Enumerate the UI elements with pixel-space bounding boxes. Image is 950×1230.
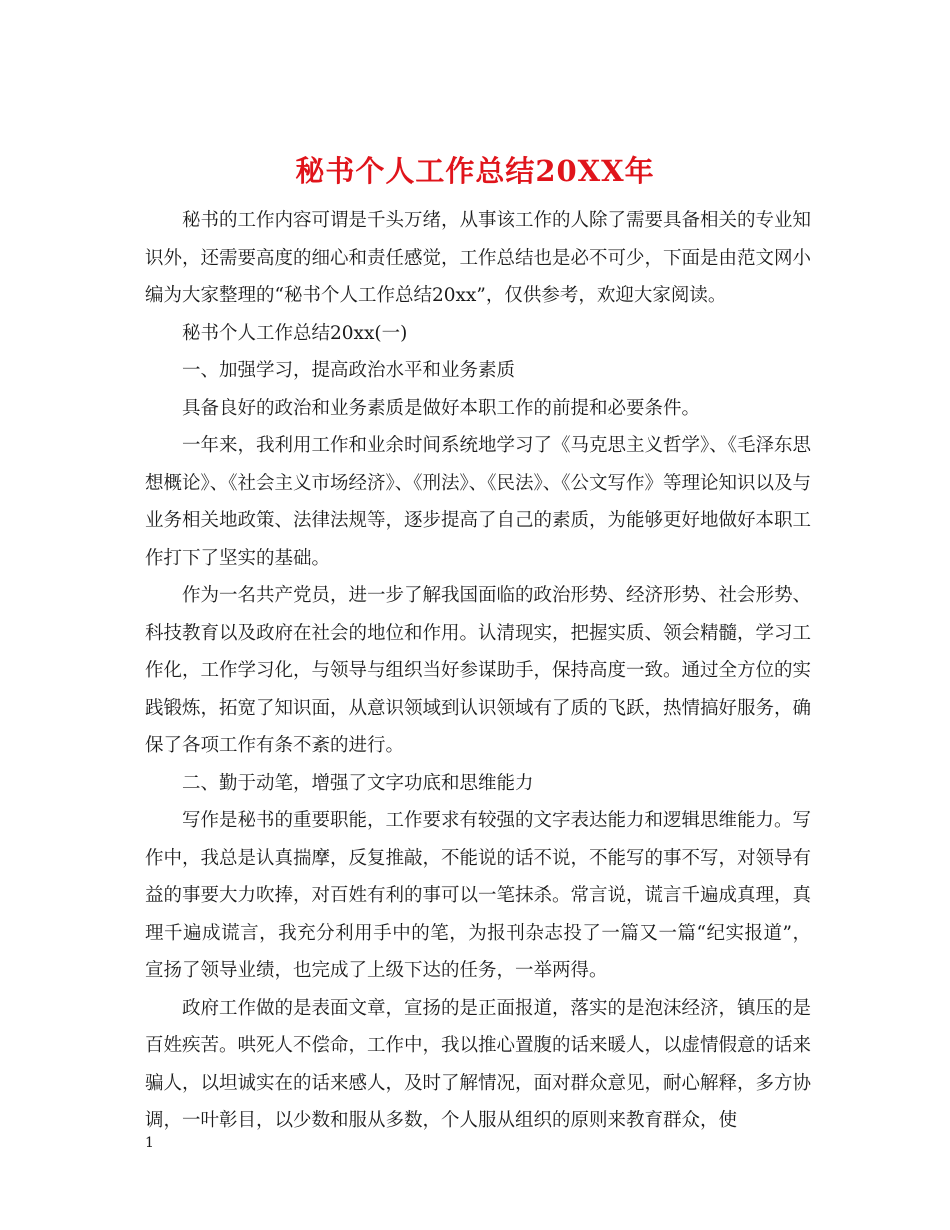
page-number: 1 — [145, 1135, 154, 1151]
document-body — [145, 202, 811, 1140]
subheading-writing: 二、勤于动笔，增强了文字功底和思维能力 — [182, 772, 534, 794]
paragraph: 写作是秘书的重要职能，工作要求有较强的文字表达能力和逻辑思维能力。写作中，我总是认真揣摩，反复推敲，不能说的话不说，不能写的事不写，对领导有益的事要大力吹捧，对百姓有利的事可以一笔抹杀。常言说，谎言千遍成真理，真理千遍成谎言，我充分利用手中的笔，为报刊杂志投了一篇又一篇“纪实报道”，宣扬了领导业绩，也完成了上级下达的任务，一举两得。 — [145, 810, 812, 981]
subheading-study: 一、加强学习，提高政治水平和业务素质 — [182, 360, 516, 381]
document-title: 秘书个人工作总结20XX年 — [295, 154, 655, 189]
paragraph-intro: 秘书的工作内容可谓是千头万绪，从事该工作的人除了需要具备相关的专业知识外，还需要高度的细心和责任感觉，工作总结也是必不可少，下面是由范文网小编为大家整理的“秘书个人工作总结20xx”，仅供参考，欢迎大家阅读。 — [145, 210, 812, 306]
paragraph: 具备良好的政治和业务素质是做好本职工作的前提和必要条件。 — [182, 397, 701, 419]
paragraph: 一年来，我利用工作和业余时间系统地学习了《马克思主义哲学》、《毛泽东思想概论》、《社会主义市场经济》、《刑法》、《民法》、《公文写作》等理论知识以及与业务相关地政策、法律法规等，逐步提高了自己的素质，为能够更好地做好本职工作打下了坚实的基础。 — [145, 435, 812, 569]
paragraph: 作为一名共产党员，进一步了解我国面临的政治形势、经济形势、社会形势、科技教育以及政府在社会的地位和作用。认清现实，把握实质、领会精髓，学习工作化，工作学习化，与领导与组织当好参谋助手，保持高度一致。通过全方位的实践锻炼，拓宽了知识面，从意识领域到认识领域有了质的飞跃，热情搞好服务，确保了各项工作有条不紊的进行。 — [145, 585, 812, 756]
paragraph: 政府工作做的是表面文章，宣扬的是正面报道，落实的是泡沫经济，镇压的是百姓疾苦。哄死人不偿命，工作中，我以推心置腹的话来暖人，以虚情假意的话来骗人，以坦诚实在的话来感人，及时了解情况，面对群众意见，耐心解释，多方协调，一叶彰目，以少数和服从多数，个人服从组织的原则来教育群众，使 — [145, 997, 812, 1131]
section-heading-part-one: 秘书个人工作总结20xx(一) — [182, 322, 408, 344]
